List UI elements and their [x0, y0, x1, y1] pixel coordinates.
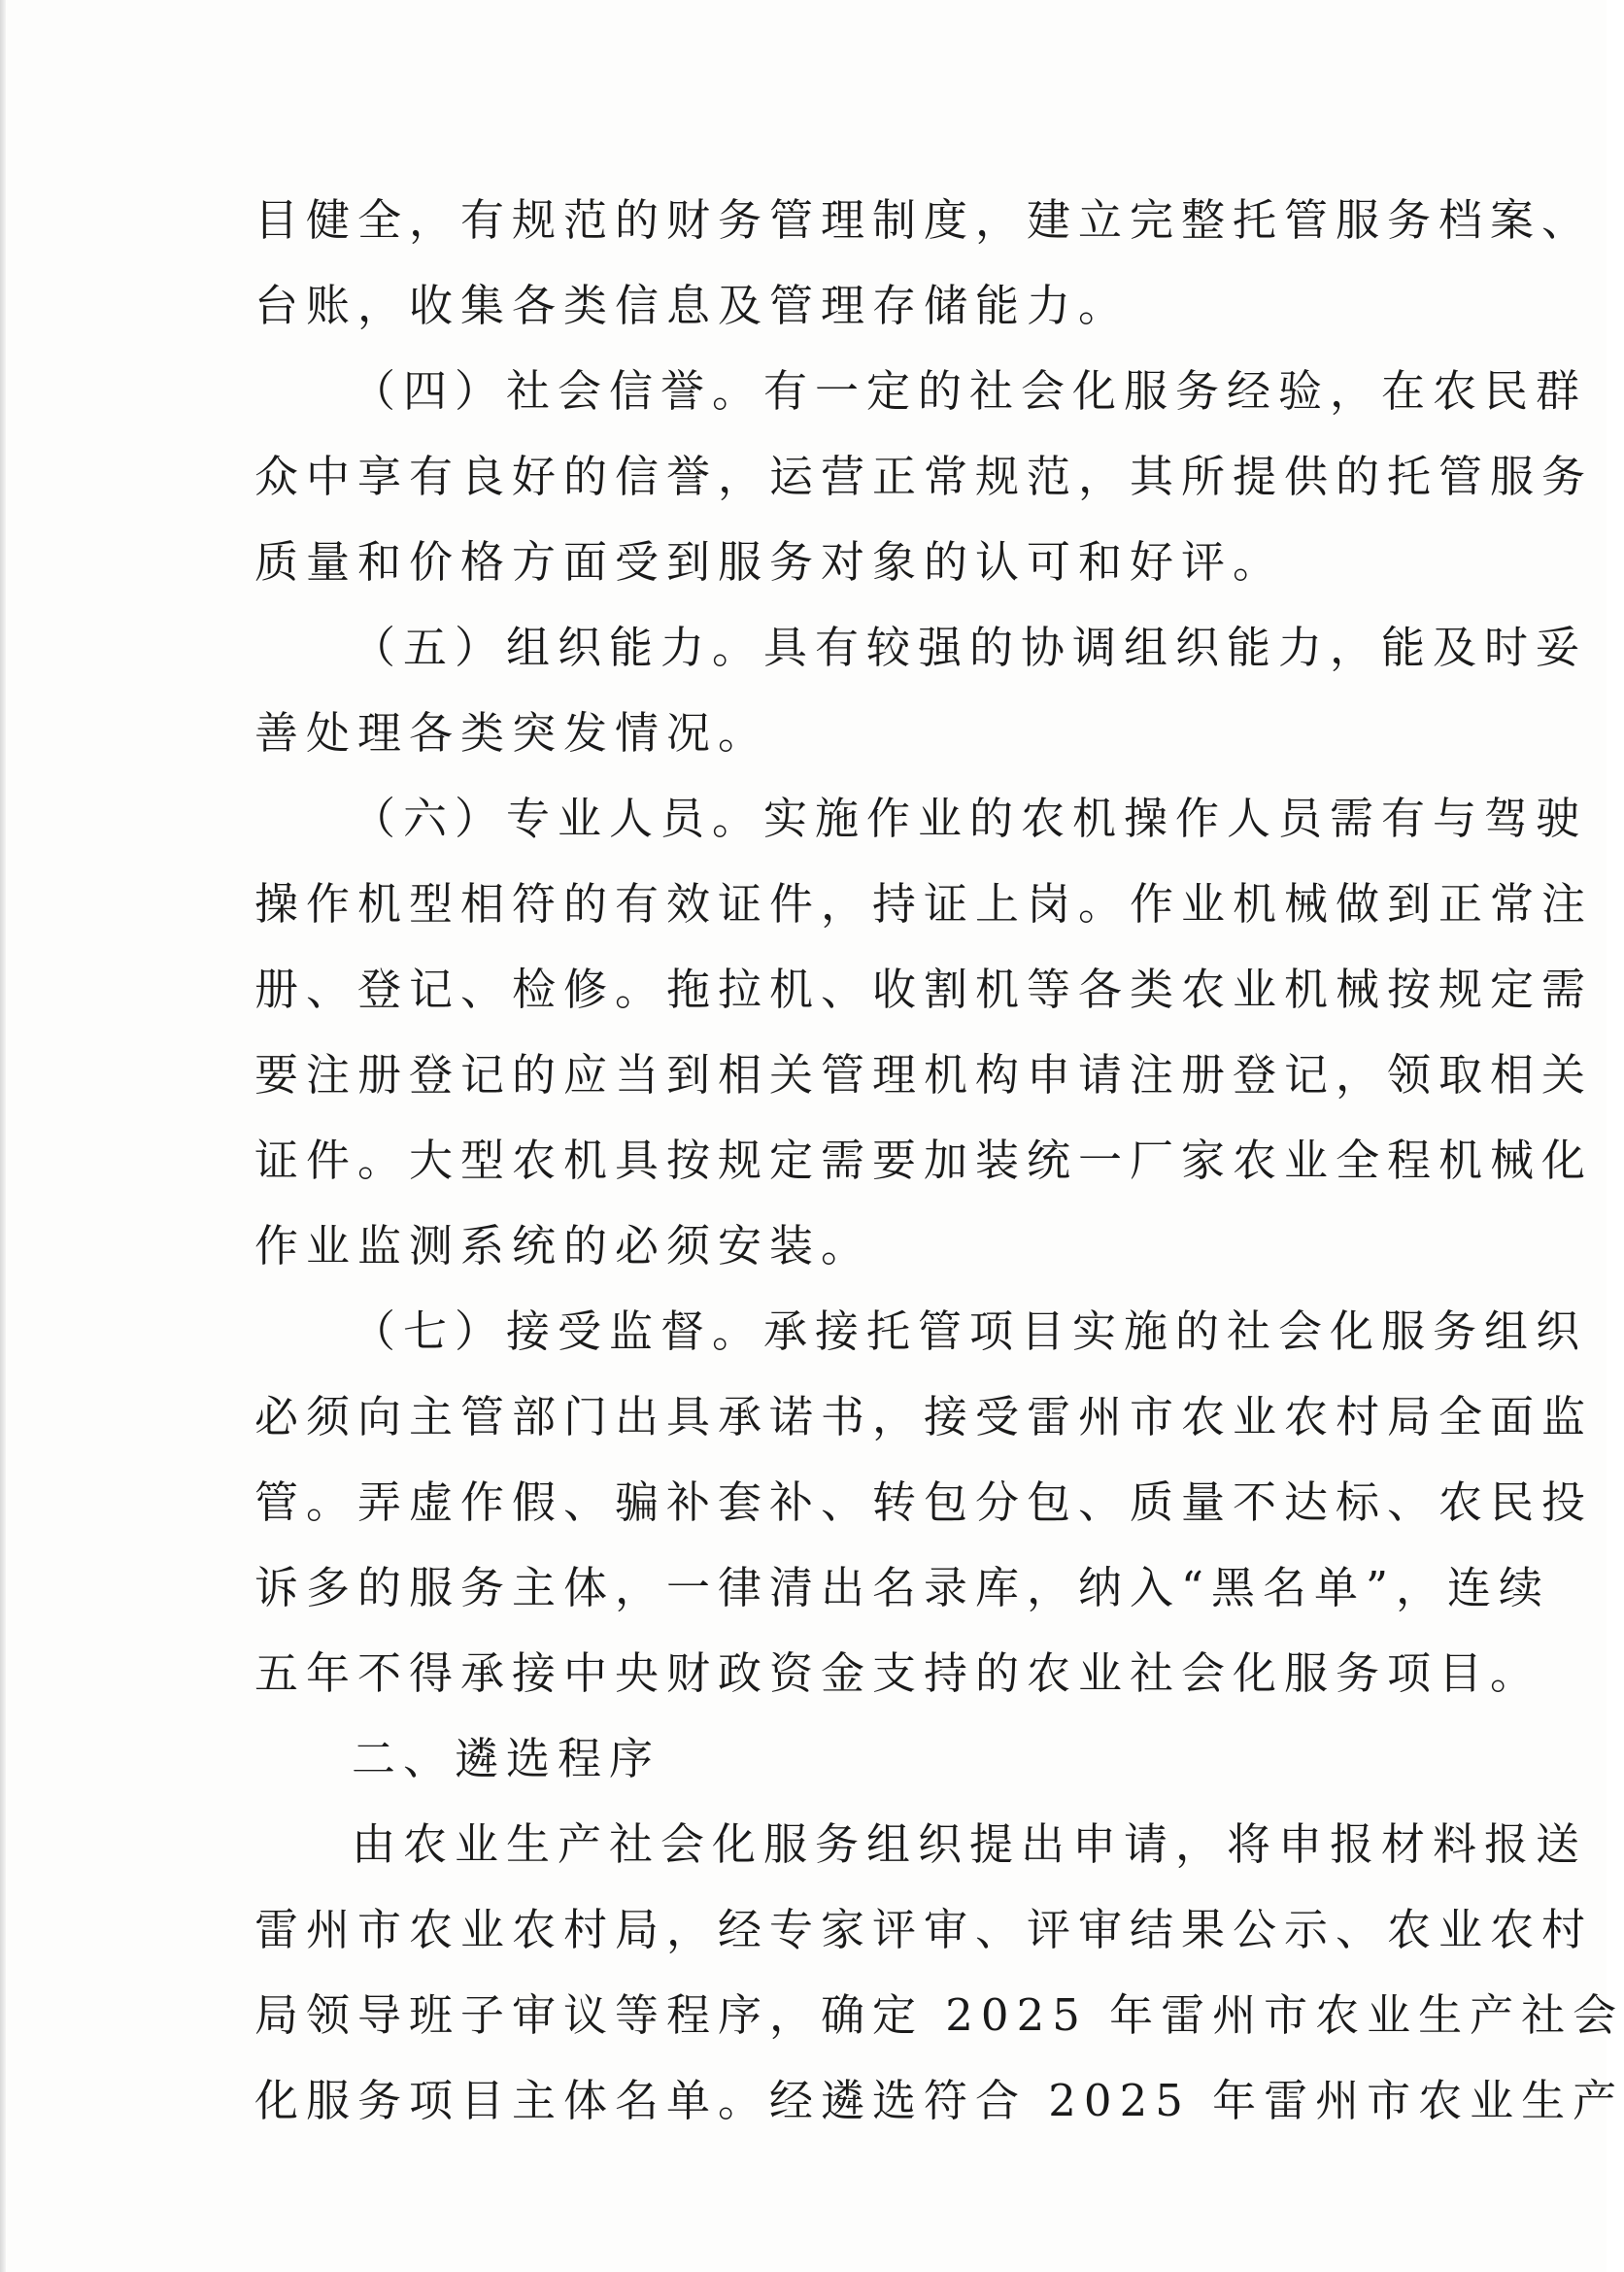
body-text — [254, 178, 1624, 2144]
text-line: 诉多的服务主体，一律清出名录库，纳入“黑名单”，连续 — [254, 1562, 1551, 1613]
text-line: 目健全，有规范的财务管理制度，建立完整托管服务档案、 — [254, 194, 1594, 246]
text-line: 众中享有良好的信誉，运营正常规范，其所提供的托管服务 — [254, 451, 1594, 502]
paragraph-6-heading-line: （六）专业人员。实施作业的农机操作人员需有与驾驶 — [352, 793, 1588, 844]
text-line: 作业监测系统的必须安装。 — [254, 1220, 873, 1272]
paragraph-5-heading-line: （五）组织能力。具有较强的协调组织能力，能及时妥 — [352, 622, 1588, 673]
text-line: 必须向主管部门出具承诺书，接受雷州市农业农村局全面监 — [254, 1391, 1594, 1442]
text-line: 由农业生产社会化服务组织提出申请，将申报材料报送 — [352, 1818, 1588, 1870]
paragraph-7-heading-line: （七）接受监督。承接托管项目实施的社会化服务组织 — [352, 1306, 1588, 1357]
text-line: 册、登记、检修。拖拉机、收割机等各类农业机械按规定需 — [254, 964, 1594, 1015]
text-line: 质量和价格方面受到服务对象的认可和好评。 — [254, 536, 1285, 588]
text-line: 要注册登记的应当到相关管理机构申请注册登记，领取相关 — [254, 1049, 1594, 1101]
paragraph-4-heading-line: （四）社会信誉。有一定的社会化服务经验，在农民群 — [352, 365, 1588, 417]
scan-edge — [0, 0, 6, 2272]
text-line: 证件。大型农机具按规定需要加装统一厂家农业全程机械化 — [254, 1135, 1594, 1186]
text-line: 五年不得承接中央财政资金支持的农业社会化服务项目。 — [254, 1647, 1542, 1699]
section-2-heading: 二、遴选程序 — [352, 1733, 661, 1784]
text-line: 局领导班子审议等程序，确定 2025 年雷州市农业生产社会 — [254, 1989, 1624, 2041]
text-line: 管。弄虚作假、骗补套补、转包分包、质量不达标、农民投 — [254, 1476, 1594, 1528]
text-line: 善处理各类突发情况。 — [254, 707, 770, 759]
text-line: 台账，收集各类信息及管理存储能力。 — [254, 280, 1131, 331]
text-line: 操作机型相符的有效证件，持证上岗。作业机械做到正常注 — [254, 878, 1594, 930]
text-line: 雷州市农业农村局，经专家评审、评审结果公示、农业农村 — [254, 1904, 1594, 1955]
text-line: 化服务项目主体名单。经遴选符合 2025 年雷州市农业生产 — [254, 2075, 1624, 2126]
